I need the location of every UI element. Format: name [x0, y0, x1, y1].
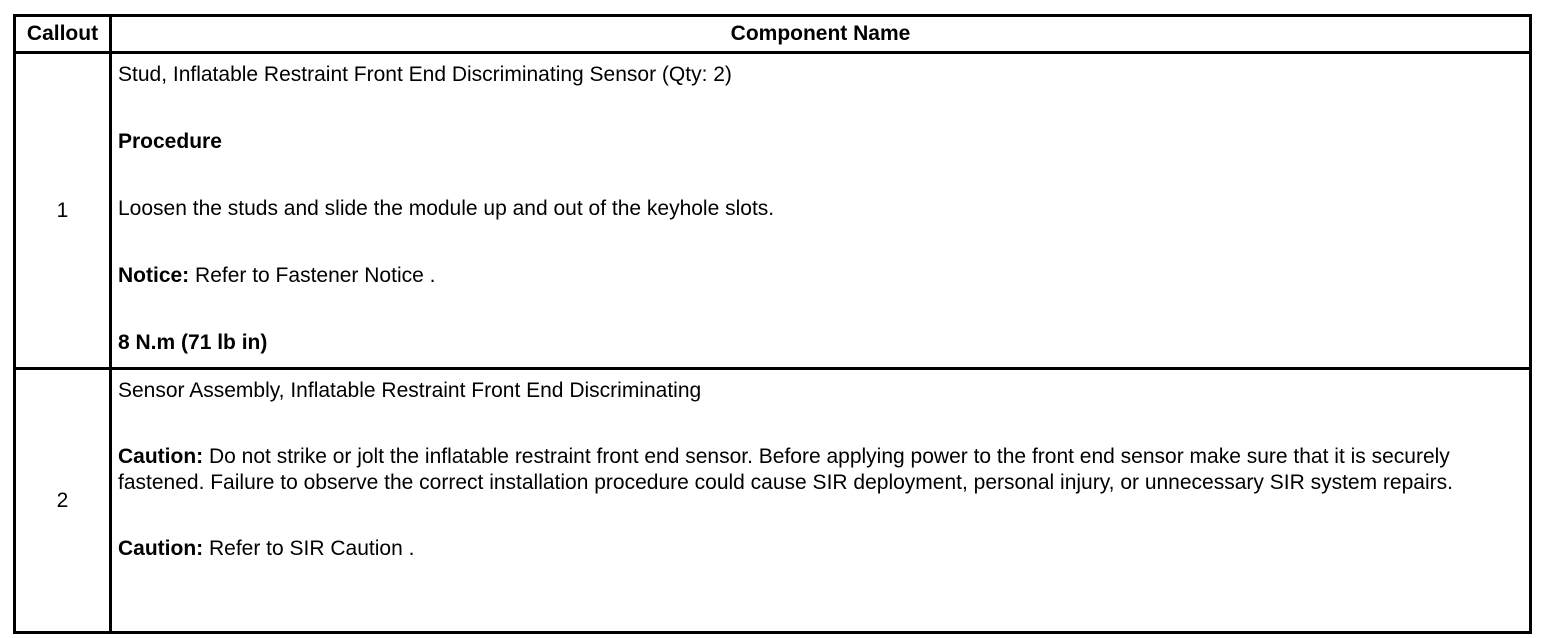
caution-text: Caution: Do not strike or jolt the inflatable restraint front end sensor. Before applying power to the front end sensor make sure that it is securely fastened. Failure to observe the correct installation procedure could cause SIR deployment, personal injury, or unnecessary SIR system repairs.: [118, 445, 1453, 494]
caution-label: Caution:: [118, 445, 204, 468]
table-row: [15, 53, 1531, 369]
component-title: Sensor Assembly, Inflatable Restraint Front End Discriminating: [118, 379, 702, 402]
caution-text: Caution: Refer to SIR Caution .: [118, 537, 415, 560]
header-row: [15, 16, 1531, 53]
procedure-step: Loosen the studs and slide the module up and out of the keyhole slots.: [118, 197, 775, 220]
callout-table: [13, 14, 1532, 634]
component-name-column-header: Component Name: [111, 16, 1531, 53]
table-row: [15, 369, 1531, 633]
torque-spec: 8 N.m (71 lb in): [118, 331, 268, 354]
component-description: [111, 53, 1531, 369]
component-description: [111, 369, 1531, 633]
callout-column-header: Callout: [15, 16, 111, 53]
callout-number: 1: [15, 53, 111, 369]
procedure-heading: Procedure: [118, 130, 222, 153]
caution-label: Caution:: [118, 537, 204, 560]
notice-label: Notice:: [118, 264, 190, 287]
callout-number: 2: [15, 369, 111, 633]
notice-text: Notice: Refer to Fastener Notice .: [118, 264, 436, 287]
component-title: Stud, Inflatable Restraint Front End Discriminating Sensor (Qty: 2): [118, 63, 732, 86]
